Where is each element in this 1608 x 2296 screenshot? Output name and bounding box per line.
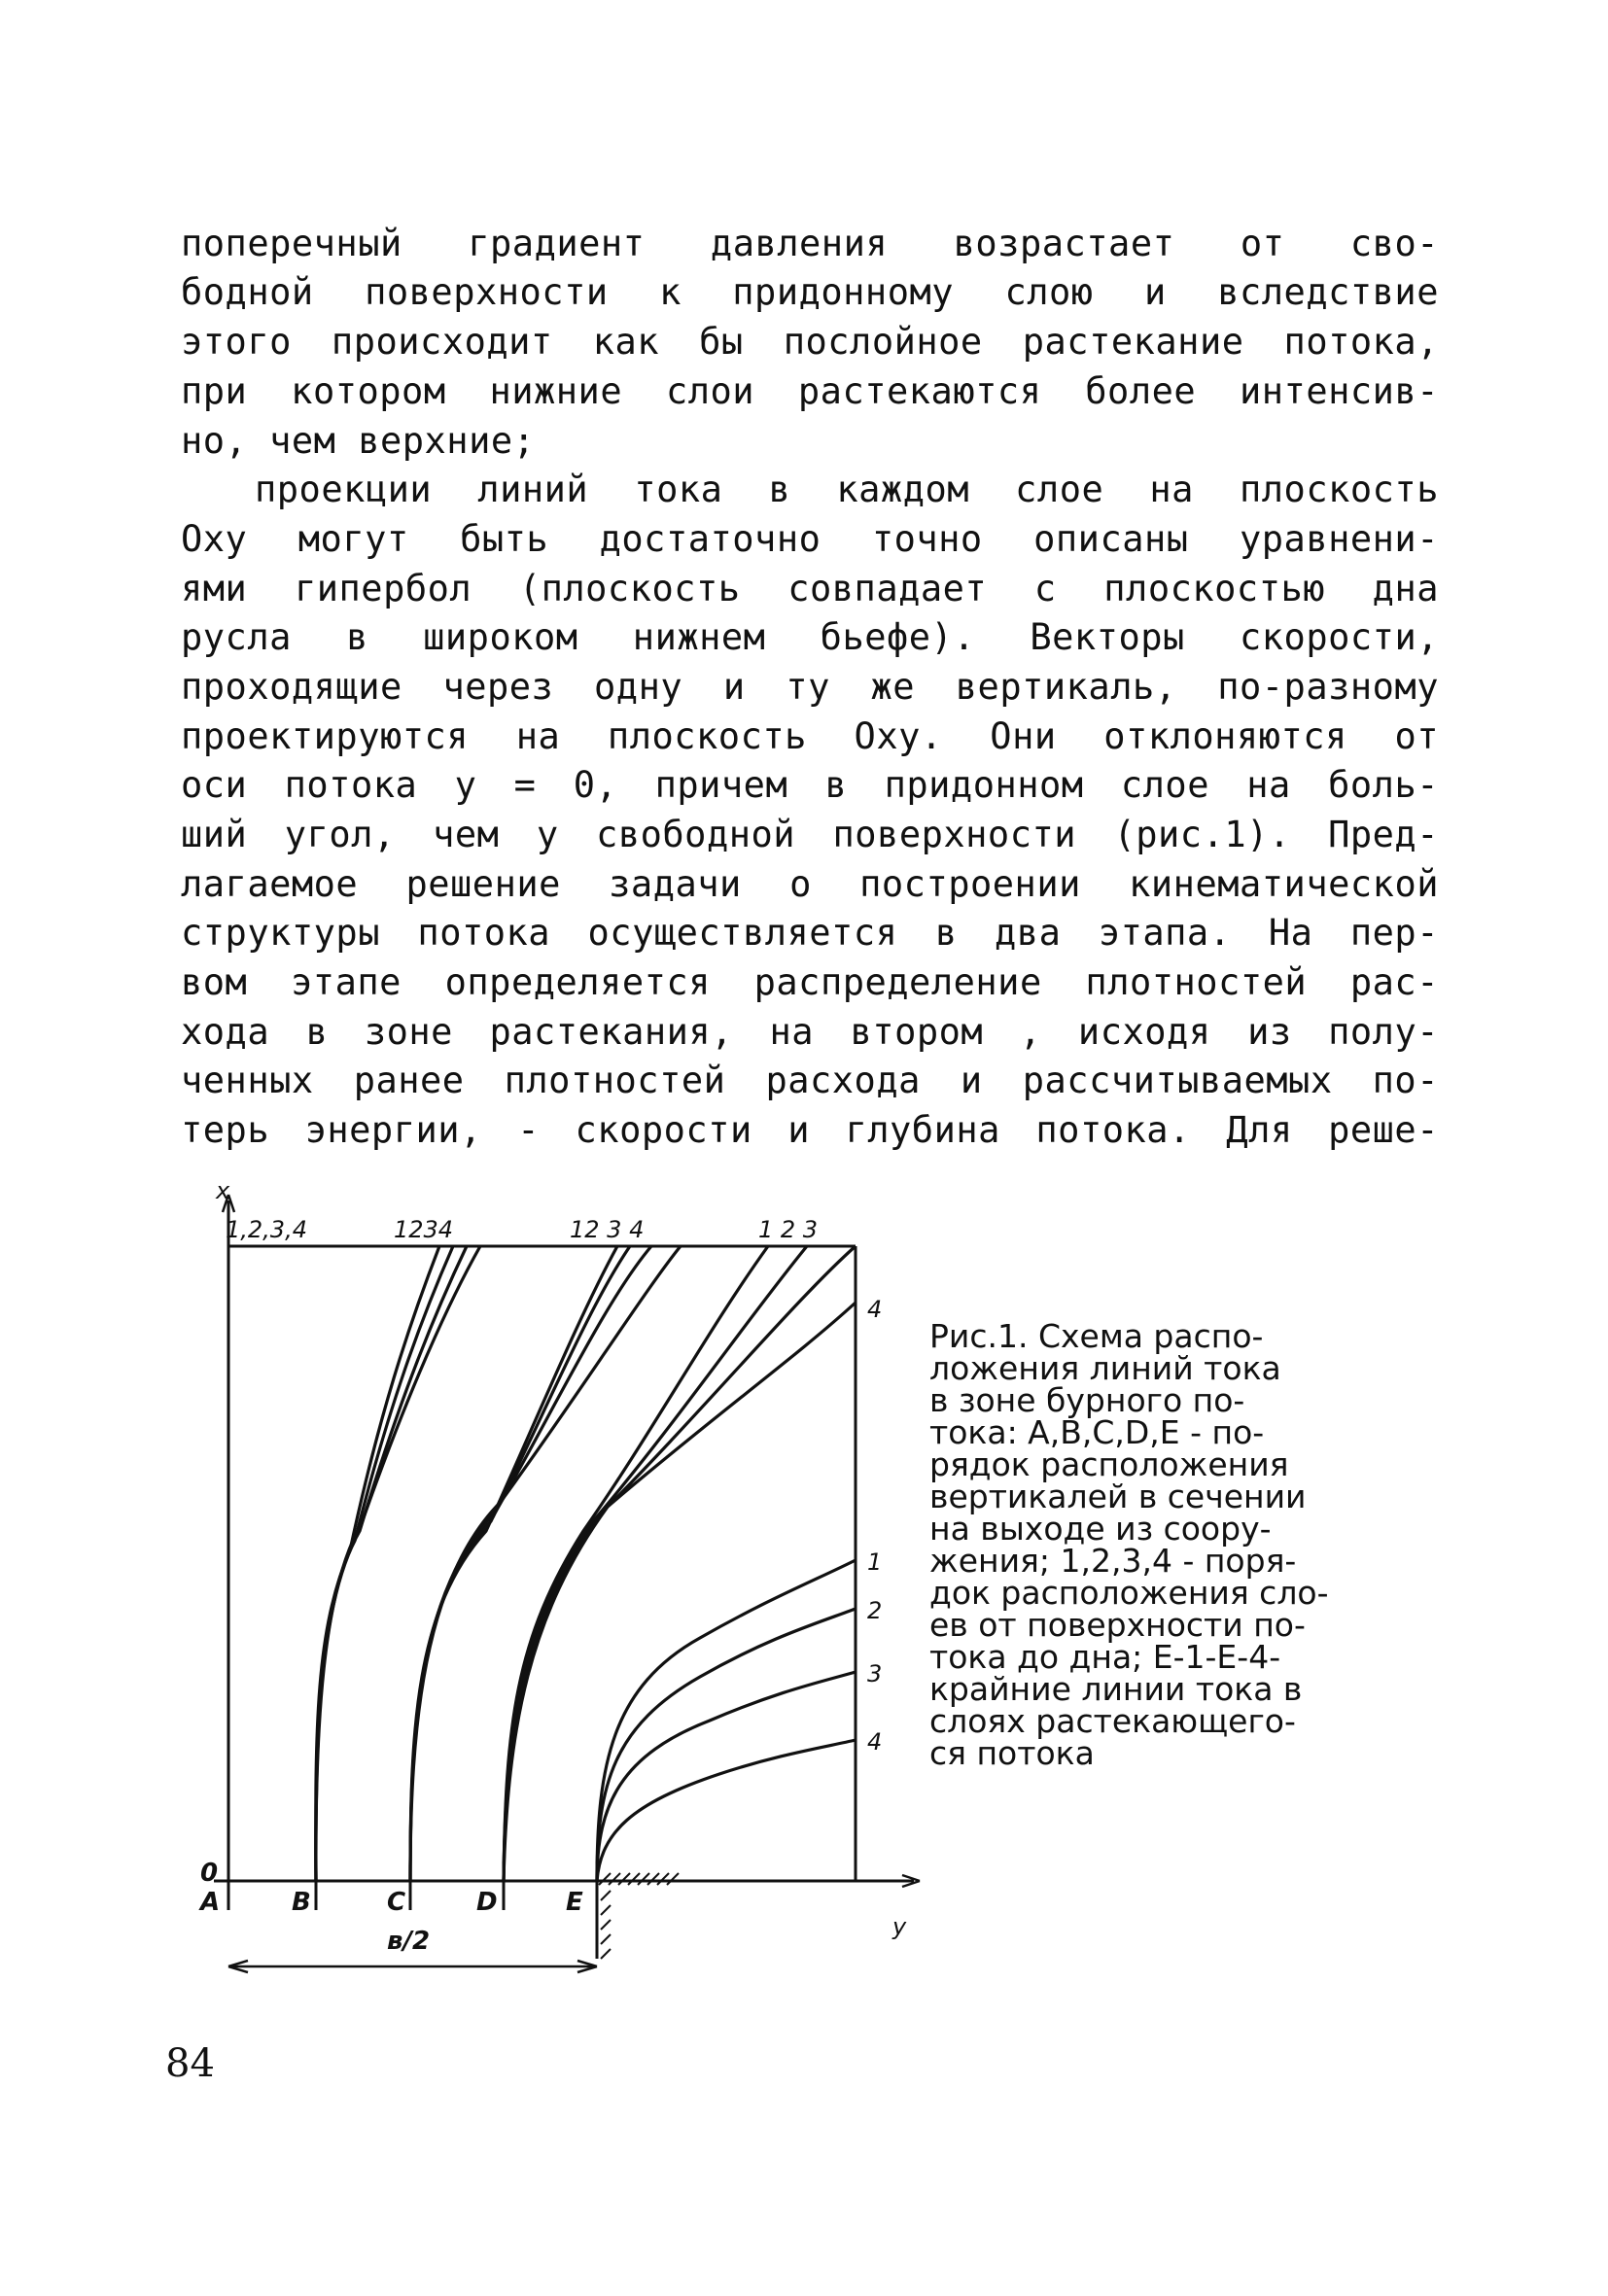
streamlines-b <box>316 1246 480 1881</box>
text-line: хода в зоне растекания, на втором , исходя из полу- <box>181 1011 1439 1053</box>
caption-line: тока до дна; E-1-E-4- <box>929 1638 1281 1676</box>
top-group-label-2: 1234 <box>394 1216 454 1243</box>
caption-line: Рис.1. Схема распо- <box>929 1317 1264 1355</box>
top-group-label-1: 1,2,3,4 <box>226 1216 307 1243</box>
caption-line: крайние линии тока в <box>929 1670 1303 1708</box>
top-group-label-3: 12 3 4 <box>570 1216 645 1243</box>
right-label-4: 4 <box>867 1728 883 1756</box>
text-line: ший угол, чем у свободной поверхности (рис.1). Пред- <box>181 814 1439 855</box>
right-label-1: 1 <box>867 1548 883 1576</box>
text-line: этого происходит как бы послойное растекание потока, <box>181 321 1439 363</box>
caption-line: ев от поверхности по- <box>929 1606 1306 1644</box>
caption-line: слоях растекающего- <box>929 1702 1296 1740</box>
text-line: лагаемое решение задачи о построении кинематической <box>181 863 1439 905</box>
streamlines-c <box>410 1246 681 1881</box>
caption-line: док расположения сло- <box>929 1574 1329 1612</box>
caption-line: рядок расположения <box>929 1445 1289 1483</box>
text-line: Oxy могут быть достаточно точно описаны уравнени- <box>181 518 1439 560</box>
text-line: бодной поверхности к придонному слою и вследствие <box>181 271 1439 313</box>
caption-line: в зоне бурного по- <box>929 1381 1245 1419</box>
streamlines-e <box>597 1560 856 1881</box>
text-line: при котором нижние слои растекаются более интенсив- <box>181 370 1439 412</box>
text-line: терь энергии, - скорости и глубина потока. Для реше- <box>181 1109 1439 1151</box>
caption-line: ложения линий тока <box>929 1349 1281 1387</box>
text-line: ченных ранее плотностей расхода и рассчитываемых по- <box>181 1060 1439 1101</box>
label-a: A <box>200 1888 221 1917</box>
right-label-3: 3 <box>867 1660 883 1687</box>
axis-x-label: x <box>216 1181 230 1204</box>
wall-hatch <box>599 1873 679 1959</box>
text-line: русла в широком нижнем бьефе). Векторы скорости, <box>181 616 1439 658</box>
caption-line: вертикалей в сечении <box>929 1478 1307 1515</box>
label-b: B <box>292 1888 311 1917</box>
text-line: проходящие через одну и ту же вертикаль, по-разному <box>181 666 1439 708</box>
caption-line: на выходе из соору- <box>929 1510 1272 1548</box>
text-line: проекции линий тока в каждом слое на плоскость <box>255 469 1439 510</box>
label-d: D <box>476 1888 498 1917</box>
text-line: вом этапе определяется распределение плотностей рас- <box>181 961 1439 1003</box>
streamlines-d <box>504 1246 856 1881</box>
text-line: поперечный градиент давления возрастает от сво- <box>181 223 1439 264</box>
figure-caption <box>929 1317 1454 1772</box>
dimension-label: в/2 <box>387 1927 431 1956</box>
streamline-figure <box>194 1181 933 1988</box>
streamline-diagram <box>194 1181 933 1988</box>
text-line: но, чем верхние; <box>181 420 536 462</box>
text-line: ями гипербол (плоскость совпадает с плоскостью дна <box>181 568 1439 609</box>
caption-line: жения; 1,2,3,4 - поря- <box>929 1542 1297 1580</box>
text-line: оси потока y = 0, причем в придонном слое на боль- <box>181 764 1439 806</box>
label-e: E <box>566 1888 583 1917</box>
label-c: C <box>387 1888 406 1917</box>
caption-line: тока: A,B,C,D,E - по- <box>929 1413 1265 1451</box>
top-group-label-4: 1 2 3 <box>758 1216 819 1243</box>
right-label-2: 2 <box>867 1597 883 1624</box>
text-line: проектируются на плоскость Oxy. Они отклоняются от <box>181 715 1439 757</box>
right-label-4-top: 4 <box>867 1296 883 1323</box>
text-line: структуры потока осуществляется в два этапа. На пер- <box>181 912 1439 954</box>
axis-y-label: y <box>892 1913 907 1940</box>
page-number: 84 <box>165 2041 215 2086</box>
origin-label: 0 <box>200 1859 219 1888</box>
caption-line: ся потока <box>929 1734 1095 1772</box>
